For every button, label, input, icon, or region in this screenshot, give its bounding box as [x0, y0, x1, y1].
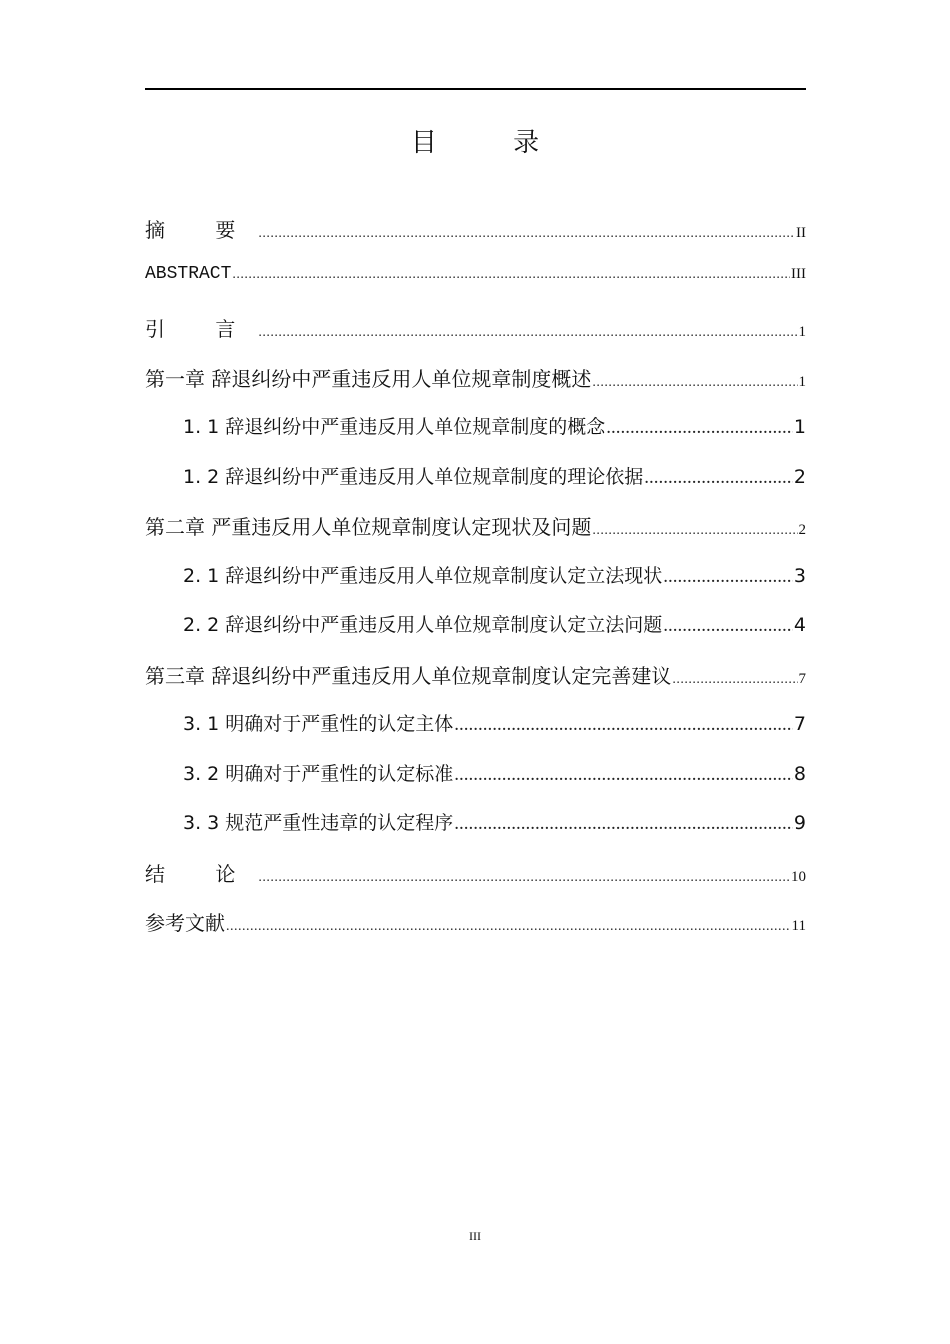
footer-page-number: III [469, 1229, 481, 1243]
toc-entry-page: 9 [793, 812, 806, 834]
toc-leader-dots [644, 467, 793, 489]
toc-leader-dots [672, 672, 797, 688]
toc-entry-label: 1. 2 辞退纠纷中严重违反用人单位规章制度的理论依据 [183, 465, 644, 488]
toc-entry-page: 7 [793, 713, 806, 735]
toc-leader-dots [663, 615, 793, 637]
toc-leader-dots [258, 870, 790, 886]
toc-entry-section-3-3[interactable] [145, 808, 806, 858]
toc-entry-page: 2 [793, 465, 806, 488]
toc-entry-page: II [796, 225, 806, 241]
toc-leader-dots [258, 226, 795, 242]
toc-entry-label: 第三章 辞退纠纷中严重违反用人单位规章制度认定完善建议 [145, 663, 672, 688]
toc-list [145, 214, 806, 957]
toc-leader-dots [454, 813, 793, 835]
toc-entry-section-3-1[interactable] [145, 709, 806, 759]
toc-entry-page: 10 [791, 868, 806, 885]
toc-entry-section-3-2[interactable] [145, 759, 806, 809]
toc-entry-section-2-2[interactable] [145, 610, 806, 660]
toc-entry-label: 3. 3 规范严重性违章的认定程序 [183, 812, 454, 834]
toc-entry-section-1-1[interactable] [145, 412, 806, 462]
toc-entry-references[interactable] [145, 907, 806, 957]
toc-entry-label: 3. 1 明确对于严重性的认定主体 [183, 713, 454, 735]
toc-entry-page: 8 [793, 762, 806, 785]
toc-entry-section-1-2[interactable] [145, 462, 806, 512]
toc-entry-label: ABSTRACT [145, 263, 232, 284]
header-rule [145, 88, 806, 90]
toc-entry-label: 2. 2 辞退纠纷中严重违反用人单位规章制度认定立法问题 [183, 614, 663, 636]
toc-entry-label: 第二章 严重违反用人单位规章制度认定现状及问题 [145, 515, 592, 539]
toc-entry-chapter-3[interactable] [145, 660, 806, 710]
toc-entry-chapter-2[interactable] [145, 511, 806, 561]
toc-entry-label: 结 论 [145, 861, 258, 886]
toc-entry-label: 1. 1 辞退纠纷中严重违反用人单位规章制度的概念 [183, 416, 606, 438]
toc-leader-dots [226, 919, 791, 935]
toc-entry-introduction[interactable] [145, 313, 806, 363]
toc-entry-section-2-1[interactable] [145, 561, 806, 611]
toc-entry-label: 第一章 辞退纠纷中严重违反用人单位规章制度概述 [145, 366, 592, 391]
toc-entry-label: 摘 要 [145, 218, 258, 242]
toc-entry-label: 3. 2 明确对于严重性的认定标准 [183, 762, 454, 785]
toc-entry-label: 2. 1 辞退纠纷中严重违反用人单位规章制度认定立法现状 [183, 564, 663, 587]
toc-leader-dots [663, 566, 793, 588]
toc-entry-label: 参考文献 [145, 911, 225, 935]
toc-entry-label: 引 言 [145, 317, 258, 341]
toc-leader-dots [592, 523, 797, 539]
toc-entry-page: 1 [798, 324, 806, 340]
toc-entry-page: 11 [791, 918, 806, 934]
toc-entry-conclusion[interactable] [145, 858, 806, 908]
toc-leader-dots [454, 714, 793, 736]
toc-entry-abstract-en[interactable] [145, 264, 806, 314]
toc-entry-page: 1 [798, 373, 806, 390]
toc-title: 目 录 [410, 128, 574, 158]
toc-entry-page: 1 [793, 416, 806, 438]
toc-leader-dots [606, 417, 793, 439]
toc-entry-page: 3 [793, 564, 806, 587]
toc-leader-dots [592, 375, 797, 391]
toc-leader-dots [454, 764, 793, 786]
toc-entry-abstract-cn[interactable] [145, 214, 806, 264]
toc-entry-chapter-1[interactable] [145, 363, 806, 413]
toc-leader-dots [258, 325, 797, 341]
toc-entry-page: 7 [798, 670, 806, 687]
toc-leader-dots [232, 267, 790, 283]
toc-entry-page: 2 [798, 522, 806, 538]
toc-entry-page: 4 [793, 614, 806, 636]
toc-entry-page: III [791, 265, 806, 282]
